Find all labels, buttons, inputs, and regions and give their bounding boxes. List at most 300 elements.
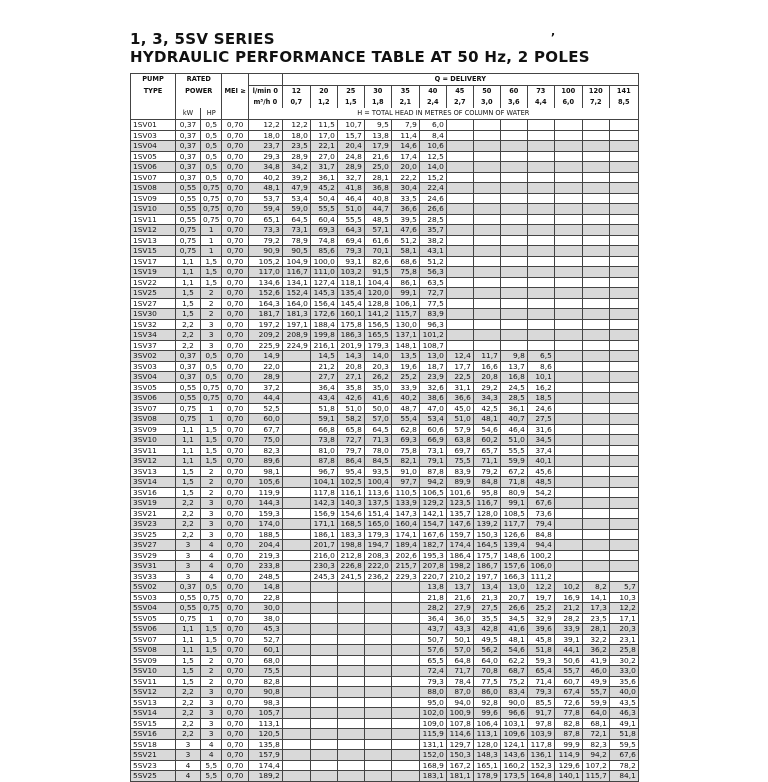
empty-cell [554,435,582,446]
head-cell: 71,8 [500,477,527,488]
head-cell: 120,5 [248,729,282,740]
hp-cell: 1,5 [201,456,222,467]
head-cell: 31,6 [527,424,554,435]
empty-cell [310,697,337,708]
head-cell: 168,9 [419,760,446,771]
head-cell: 97,8 [527,718,554,729]
head-cell: 81,0 [310,445,337,456]
pump-type-cell: 1SV01 [131,120,176,131]
head-cell: 15,7 [337,130,364,141]
head-cell: 241,5 [337,571,364,582]
head-cell: 199,8 [310,330,337,341]
empty-cell [446,204,473,215]
kw-cell: 0,55 [176,603,201,614]
head-cell: 50,6 [554,655,582,666]
head-cell: 34,2 [282,162,310,173]
pump-type-cell: 1SV08 [131,183,176,194]
empty-cell [337,613,364,624]
hp-cell: 1 [201,225,222,236]
head-cell: 151,4 [364,508,391,519]
head-cell: 50,1 [446,634,473,645]
mei-cell: 0,70 [222,225,248,236]
empty-cell [310,582,337,593]
head-cell: 17,7 [446,361,473,372]
kw-cell: 0,75 [176,235,201,246]
head-cell: 73,1 [419,445,446,456]
head-cell: 82,6 [364,256,391,267]
kw-cell: 0,75 [176,246,201,257]
empty-cell [391,676,419,687]
head-cell: 209,2 [248,330,282,341]
head-cell: 216,0 [310,550,337,561]
head-cell: 22,5 [446,372,473,383]
mei-cell: 0,70 [222,141,248,152]
empty-cell [609,172,638,183]
head-cell: 108,5 [500,508,527,519]
head-cell: 53,4 [282,193,310,204]
empty-cell [582,424,609,435]
head-cell: 229,3 [391,571,419,582]
head-cell: 77,5 [419,298,446,309]
head-cell: 12,2 [282,120,310,131]
head-cell: 179,3 [364,529,391,540]
empty-cell [554,351,582,362]
kw-cell: 3 [176,750,201,761]
empty-cell [391,739,419,750]
empty-cell [609,424,638,435]
head-cell: 28,5 [419,214,446,225]
table-row [131,445,639,456]
empty-cell [282,739,310,750]
head-cell: 94,0 [446,697,473,708]
head-cell: 115,9 [419,729,446,740]
empty-cell [554,498,582,509]
flow-lmin-60: 60 [500,86,527,98]
empty-cell [554,288,582,299]
rated-power-header: RATED [176,74,222,86]
head-cell: 60,4 [310,214,337,225]
pump-type-cell: 3SV03 [131,361,176,372]
mei-cell: 0,70 [222,372,248,383]
mei-cell: 0,70 [222,571,248,582]
mei-cell: 0,70 [222,603,248,614]
empty-cell [473,162,500,173]
head-cell: 43,3 [446,624,473,635]
hp-cell: 5,5 [201,760,222,771]
head-cell: 49,5 [473,634,500,645]
table-row [131,571,639,582]
empty-cell [282,372,310,383]
empty-cell [391,771,419,782]
head-cell: 64,0 [473,655,500,666]
head-cell: 75,5 [446,456,473,467]
head-cell: 29,2 [473,382,500,393]
head-cell: 21,3 [473,592,500,603]
empty-cell [337,603,364,614]
hp-cell: 3 [201,498,222,509]
kw-cell: 2,2 [176,330,201,341]
empty-cell [582,330,609,341]
head-cell: 17,3 [582,603,609,614]
head-cell: 105,7 [248,708,282,719]
mei-cell: 0,70 [222,162,248,173]
flow-m3h-1-2: 1,2 [310,97,337,108]
kw-cell: 4 [176,760,201,771]
flow-m3h-1-8: 1,8 [364,97,391,108]
empty-cell [609,414,638,425]
empty-cell [282,477,310,488]
kw-cell: 0,55 [176,183,201,194]
empty-cell [554,193,582,204]
head-cell: 171,1 [310,519,337,530]
head-cell: 147,3 [391,508,419,519]
head-cell: 19,6 [391,361,419,372]
pump-type-cell: 1SV34 [131,330,176,341]
head-cell: 111,0 [310,267,337,278]
empty-cell [282,645,310,656]
table-row [131,372,639,383]
head-cell: 21,2 [554,603,582,614]
head-cell: 102,5 [337,477,364,488]
head-cell: 233,8 [248,561,282,572]
head-cell: 30,2 [609,655,638,666]
empty-cell [446,277,473,288]
empty-cell [364,624,391,635]
table-row [131,760,639,771]
pump-type-cell: 5SV02 [131,582,176,593]
flow-m3h-3-6: 3,6 [500,97,527,108]
empty-cell [500,267,527,278]
empty-cell [473,246,500,257]
kw-cell: 2,2 [176,519,201,530]
hp-cell: 1 [201,235,222,246]
head-cell: 40,8 [364,193,391,204]
table-row [131,634,639,645]
table-row [131,403,639,414]
mei-cell: 0,70 [222,214,248,225]
empty-cell [446,162,473,173]
head-cell: 84,8 [527,529,554,540]
head-cell: 21,2 [310,361,337,372]
head-cell: 164,8 [527,771,554,782]
hp-cell: 2 [201,666,222,677]
head-cell: 24,6 [527,403,554,414]
empty-cell [282,466,310,477]
hp-cell: 0,5 [201,372,222,383]
head-cell: 114,6 [446,729,473,740]
empty-cell [446,225,473,236]
kw-header: kW [176,108,201,120]
flow-m3h-4-4: 4,4 [527,97,554,108]
head-cell: 145,3 [310,288,337,299]
empty-cell [609,309,638,320]
empty-cell [554,183,582,194]
head-cell: 100,9 [446,708,473,719]
head-cell: 43,5 [609,697,638,708]
pump-type-cell: 3SV29 [131,550,176,561]
head-cell: 129,2 [419,498,446,509]
mei-cell: 0,70 [222,582,248,593]
head-cell: 28,5 [500,393,527,404]
head-cell: 154,7 [419,519,446,530]
head-cell: 91,5 [364,267,391,278]
table-row [131,309,639,320]
head-cell: 70,1 [364,246,391,257]
kw-cell: 1,5 [176,309,201,320]
head-cell: 42,5 [473,403,500,414]
head-cell: 117,8 [527,739,554,750]
head-cell: 172,6 [310,309,337,320]
head-cell: 31,1 [446,382,473,393]
head-cell: 64,5 [364,424,391,435]
header-row-1 [131,74,639,86]
table-row [131,435,639,446]
empty-cell [527,225,554,236]
pump-type-cell: 3SV02 [131,351,176,362]
kw-cell: 2,2 [176,708,201,719]
head-cell: 87,0 [446,687,473,698]
head-cell: 59,9 [582,697,609,708]
head-cell: 140,1 [554,771,582,782]
head-cell: 6,5 [527,351,554,362]
head-cell: 22,4 [419,183,446,194]
head-cell: 154,6 [337,508,364,519]
head-cell: 11,5 [310,120,337,131]
pump-type-cell: 1SV32 [131,319,176,330]
empty-cell [554,151,582,162]
head-cell: 51,8 [527,645,554,656]
head-cell: 51,0 [446,414,473,425]
empty-cell [310,666,337,677]
head-cell: 48,5 [527,477,554,488]
head-cell: 48,1 [473,414,500,425]
head-cell: 103,2 [337,267,364,278]
empty-cell [500,246,527,257]
head-cell: 182,7 [419,540,446,551]
empty-cell [609,298,638,309]
head-cell: 165,0 [364,519,391,530]
empty-cell [446,298,473,309]
head-cell: 32,7 [337,172,364,183]
table-row [131,288,639,299]
pump-type-cell: 5SV15 [131,718,176,729]
head-cell: 164,3 [248,298,282,309]
head-cell: 104,1 [310,477,337,488]
pump-type-cell: 3SV23 [131,519,176,530]
head-cell: 136,1 [527,750,554,761]
head-cell: 28,1 [364,172,391,183]
empty-cell [609,393,638,404]
head-cell: 64,0 [582,708,609,719]
hp-cell: 4 [201,750,222,761]
empty-cell [527,141,554,152]
empty-cell [527,204,554,215]
head-cell: 152,6 [248,288,282,299]
hp-header: HP [201,108,222,120]
pump-type-cell: 1SV15 [131,246,176,257]
hp-cell: 2 [201,487,222,498]
head-cell: 134,6 [248,277,282,288]
empty-cell [310,592,337,603]
head-cell: 42,8 [473,624,500,635]
head-cell: 68,0 [248,655,282,666]
head-cell: 41,6 [500,624,527,635]
empty-cell [609,214,638,225]
pump-type-cell: 1SV11 [131,214,176,225]
head-cell: 89,6 [248,456,282,467]
hp-cell: 3 [201,529,222,540]
head-cell: 103,9 [527,729,554,740]
empty-cell [500,256,527,267]
kw-cell: 0,75 [176,403,201,414]
mei-cell: 0,70 [222,403,248,414]
mei-cell: 0,70 [222,708,248,719]
empty-cell [609,477,638,488]
head-cell: 49,1 [609,718,638,729]
head-cell: 101,2 [419,330,446,341]
head-cell: 35,0 [364,382,391,393]
empty-cell [446,193,473,204]
empty-cell [391,655,419,666]
empty-cell [500,151,527,162]
pump-type-cell: 5SV12 [131,687,176,698]
head-cell: 64,8 [446,655,473,666]
mei-cell: 0,70 [222,277,248,288]
kw-cell: 2,2 [176,340,201,351]
table-row [131,214,639,225]
kw-cell: 1,5 [176,477,201,488]
head-cell: 36,1 [500,403,527,414]
empty-cell [473,319,500,330]
empty-cell [609,351,638,362]
mei-cell: 0,70 [222,477,248,488]
empty-cell [527,193,554,204]
head-cell: 126,6 [500,529,527,540]
empty-cell [473,225,500,236]
hp-cell: 1 [201,403,222,414]
pump-type-cell: 3SV31 [131,561,176,572]
empty-cell [554,529,582,540]
head-cell: 66,9 [419,435,446,446]
empty-cell [582,120,609,131]
head-cell: 36,4 [419,613,446,624]
head-cell: 114,9 [554,750,582,761]
head-cell: 52,5 [248,403,282,414]
empty-cell [500,204,527,215]
hp-cell: 3 [201,729,222,740]
hp-cell: 0,75 [201,382,222,393]
head-cell: 48,1 [500,634,527,645]
empty-cell [337,760,364,771]
empty-cell [554,487,582,498]
empty-cell [500,120,527,131]
head-cell: 168,5 [337,519,364,530]
empty-cell [609,498,638,509]
head-cell: 27,0 [310,151,337,162]
head-cell: 14,5 [310,351,337,362]
head-cell: 20,3 [364,361,391,372]
empty-cell [337,697,364,708]
empty-cell [364,760,391,771]
empty-cell [337,771,364,782]
empty-cell [554,319,582,330]
head-cell: 22,8 [248,592,282,603]
head-cell: 59,0 [282,204,310,215]
head-cell: 10,2 [554,582,582,593]
head-cell: 225,9 [248,340,282,351]
head-cell: 202,6 [391,550,419,561]
empty-cell [337,708,364,719]
flow-lmin-12: 12 [282,86,310,98]
empty-cell [582,256,609,267]
kw-cell: 2,2 [176,687,201,698]
head-cell: 23,1 [609,634,638,645]
head-cell: 13,4 [473,582,500,593]
kw-cell: 0,37 [176,151,201,162]
mei-cell: 0,70 [222,319,248,330]
hp-cell: 3 [201,718,222,729]
head-cell: 51,8 [310,403,337,414]
empty-cell [554,403,582,414]
table-row [131,729,639,740]
empty-cell [527,120,554,131]
pump-type-cell: 5SV10 [131,666,176,677]
head-cell: 38,0 [248,613,282,624]
head-cell: 105,6 [248,477,282,488]
head-cell: 245,3 [310,571,337,582]
empty-cell [527,235,554,246]
head-cell: 12,2 [609,603,638,614]
head-cell: 65,4 [527,666,554,677]
hp-cell: 1,5 [201,624,222,635]
table-row [131,193,639,204]
head-cell: 75,8 [391,445,419,456]
head-cell: 107,8 [446,718,473,729]
head-cell: 175,7 [473,550,500,561]
empty-cell [500,162,527,173]
head-cell: 20,7 [500,592,527,603]
head-cell: 72,7 [419,288,446,299]
head-cell: 36,2 [582,645,609,656]
head-cell: 109,6 [500,729,527,740]
empty-cell [609,267,638,278]
empty-cell [310,634,337,645]
hp-cell: 0,5 [201,151,222,162]
head-cell: 55,7 [554,666,582,677]
flow-lmin-120: 120 [582,86,609,98]
empty-cell [554,172,582,183]
head-cell: 67,7 [248,424,282,435]
empty-cell [527,319,554,330]
empty-cell [582,309,609,320]
head-cell: 67,6 [527,498,554,509]
head-cell: 194,7 [364,540,391,551]
head-cell: 13,5 [391,351,419,362]
mei-cell: 0,70 [222,655,248,666]
head-cell: 82,3 [248,445,282,456]
mei-cell: 0,70 [222,466,248,477]
pump-type-cell: 3SV11 [131,445,176,456]
head-cell: 98,3 [248,697,282,708]
head-cell: 198,2 [446,561,473,572]
head-cell: 59,1 [310,414,337,425]
head-cell: 39,6 [527,624,554,635]
mei-cell: 0,70 [222,256,248,267]
hp-cell: 0,75 [201,193,222,204]
head-cell: 20,3 [609,624,638,635]
mei-cell: 0,70 [222,529,248,540]
kw-cell: 3 [176,550,201,561]
